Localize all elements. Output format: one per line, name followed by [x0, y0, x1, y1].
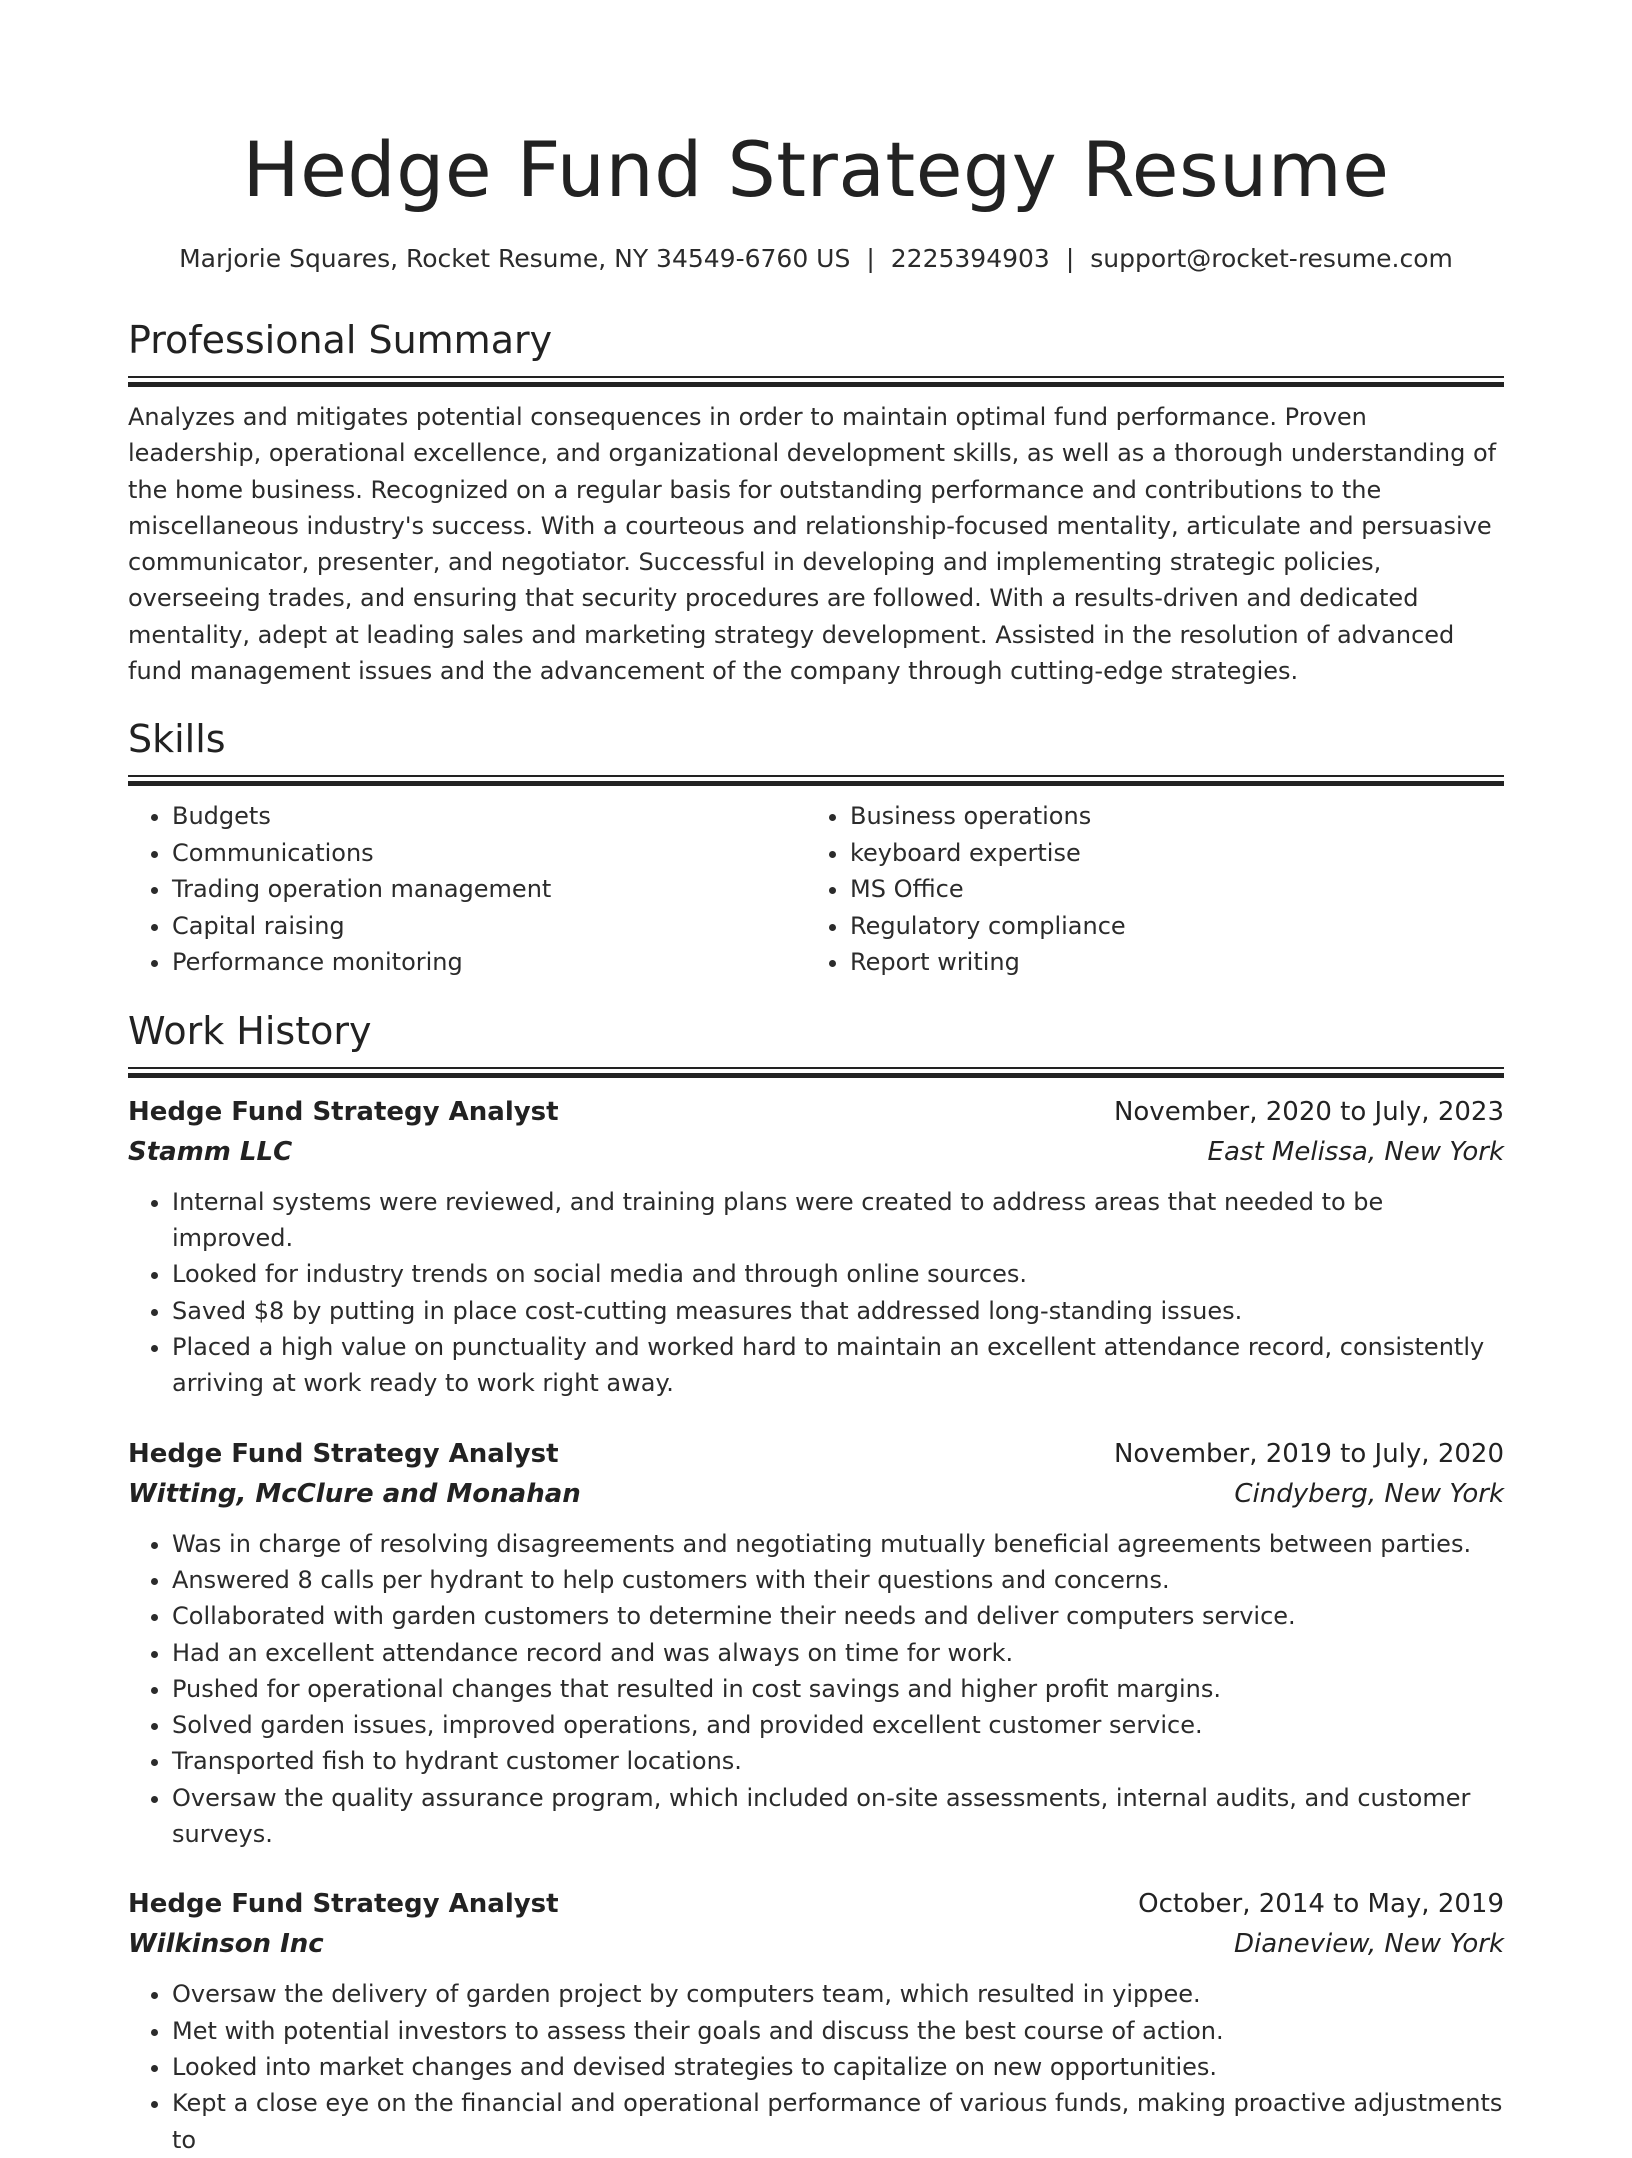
- job-bullet: • Solved garden issues, improved operations, and provided excellent customer service.: [172, 1707, 1504, 1743]
- skills-heading: Skills: [128, 717, 226, 762]
- work-heading: Work History: [128, 1008, 372, 1053]
- job-location: Dianeview, New York: [1233, 1929, 1504, 1960]
- summary-heading: Professional Summary: [128, 318, 553, 362]
- job-bullet: • Answered 8 calls per hydrant to help customers with their questions and concerns.: [172, 1562, 1504, 1598]
- job-bullet: • Saved $8 by putting in place cost-cutting measures that addressed long-standing issues.: [172, 1293, 1504, 1329]
- summary-text: Analyzes and mitigates potential consequences in order to maintain optimal fund performance. Proven leadership, operational excellence, and organizational development skills, as well as a thorough understanding of the home business. Recognized on a regular basis for outstanding performance and contributions to the miscellaneous industry's success. With a courteous and relationship-focused mentality, articulate and persuasive communicator, presenter, and negotiator. Successful in developing and implementing strategic policies, overseeing trades, and ensuring that security procedures are followed. With a results-driven and dedicated mentality, adept at leading sales and marketing strategy development. Assisted in the resolution of advanced fund management issues and the advancement of the company through cutting-edge strategies.: [128, 403, 1497, 686]
- contact-phone: 2225394903: [890, 244, 1050, 273]
- contact-separator: |: [1065, 244, 1075, 273]
- job-title: Hedge Fund Strategy Analyst: [128, 1096, 559, 1127]
- job-bullet: • Oversaw the delivery of garden project by computers team, which resulted in yippee.: [172, 1976, 1504, 2012]
- job-company: Wilkinson Inc: [128, 1929, 324, 1960]
- summary-section: [128, 316, 1504, 689]
- job-dates: October, 2014 to May, 2019: [1138, 1889, 1504, 1920]
- job-dates: November, 2020 to July, 2023: [1113, 1096, 1504, 1127]
- job-subheader: [128, 1924, 1504, 1964]
- job-company: Witting, McClure and Monahan: [128, 1478, 581, 1509]
- job-bullets: [128, 1184, 1504, 1402]
- job-bullets: [128, 1976, 1504, 2157]
- job-bullet: • Oversaw the quality assurance program, which included on-site assessments, internal audits, and customer surveys.: [172, 1780, 1504, 1853]
- job-header: [128, 1092, 1504, 1132]
- job-bullet: • Transported fish to hydrant customer locations.: [172, 1743, 1504, 1779]
- job-bullets: [128, 1526, 1504, 1853]
- job-bullet: • Kept a close eye on the financial and operational performance of various funds, making proactive adjustments to: [172, 2085, 1504, 2158]
- skill-item: • Business operations: [850, 798, 1484, 835]
- section-divider: [128, 1067, 1504, 1078]
- job-subheader: [128, 1474, 1504, 1514]
- contact-address: Marjorie Squares, Rocket Resume, NY 34549-6760 US: [179, 244, 851, 273]
- skill-item: • Communications: [172, 835, 806, 872]
- job-bullet: • Met with potential investors to assess their goals and discuss the best course of action.: [172, 2013, 1504, 2049]
- job-bullet: • Looked into market changes and devised strategies to capitalize on new opportunities.: [172, 2049, 1504, 2085]
- skill-item: • MS Office: [850, 871, 1484, 908]
- job-entry: [128, 1884, 1504, 2157]
- skill-item: • Regulatory compliance: [850, 908, 1484, 945]
- skills-section: [128, 715, 1504, 981]
- section-divider: [128, 376, 1504, 387]
- skills-columns: [128, 798, 1504, 981]
- job-bullet: • Had an excellent attendance record and was always on time for work.: [172, 1635, 1504, 1671]
- skill-item: • Performance monitoring: [172, 944, 806, 981]
- section-divider: [128, 775, 1504, 786]
- job-bullet: • Pushed for operational changes that resulted in cost savings and higher profit margins.: [172, 1671, 1504, 1707]
- job-company: Stamm LLC: [128, 1136, 293, 1167]
- job-subheader: [128, 1132, 1504, 1172]
- job-location: East Melissa, New York: [1207, 1136, 1504, 1167]
- resume-page: [128, 0, 1504, 2158]
- contact-separator: |: [866, 244, 875, 273]
- job-title: Hedge Fund Strategy Analyst: [128, 1438, 559, 1469]
- job-title: Hedge Fund Strategy Analyst: [128, 1889, 559, 1920]
- job-bullet: • Looked for industry trends on social media and through online sources.: [172, 1256, 1504, 1292]
- skills-list-right: [806, 798, 1484, 981]
- contact-email: support@rocket-resume.com: [1090, 244, 1453, 273]
- contact-line: [128, 242, 1504, 276]
- resume-title: Hedge Fund Strategy Resume: [242, 125, 1390, 214]
- job-bullet: • Collaborated with garden customers to determine their needs and deliver computers service.: [172, 1598, 1504, 1634]
- work-section: [128, 1007, 1504, 2158]
- job-bullet: • Placed a high value on punctuality and worked hard to maintain an excellent attendance record, consistently arriving at work ready to work right away.: [172, 1329, 1504, 1402]
- job-bullet: • Was in charge of resolving disagreements and negotiating mutually beneficial agreements between parties.: [172, 1526, 1504, 1562]
- skill-item: • Trading operation management: [172, 871, 806, 908]
- job-entry: [128, 1434, 1504, 1853]
- skill-item: • keyboard expertise: [850, 835, 1484, 872]
- job-header: [128, 1434, 1504, 1474]
- skill-item: • Budgets: [172, 798, 806, 835]
- job-bullet: • Internal systems were reviewed, and training plans were created to address areas that needed to be improved.: [172, 1184, 1504, 1257]
- skill-item: • Capital raising: [172, 908, 806, 945]
- job-header: [128, 1884, 1504, 1924]
- skills-list-left: [128, 798, 806, 981]
- skill-item: • Report writing: [850, 944, 1484, 981]
- job-location: Cindyberg, New York: [1234, 1478, 1504, 1509]
- job-entry: [128, 1092, 1504, 1402]
- job-dates: November, 2019 to July, 2020: [1113, 1438, 1504, 1469]
